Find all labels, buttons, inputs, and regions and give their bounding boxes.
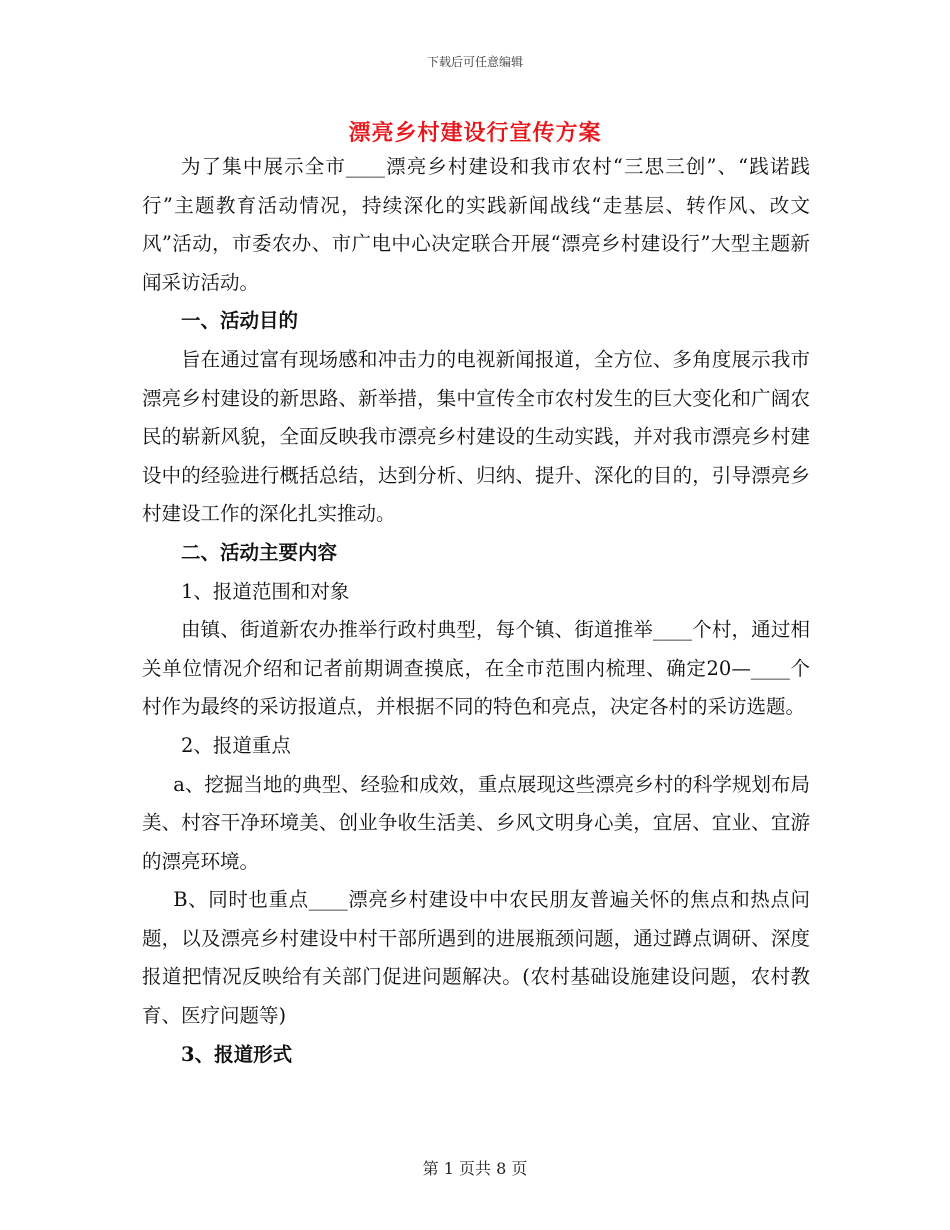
document-body [142,148,810,1074]
page-footer: 第 1 页共 8 页 [422,1159,528,1178]
page-header: 下载后可任意编辑 [426,55,523,69]
focus-paragraph-a: a、挖掘当地的典型、经验和成效，重点展现这些漂亮乡村的科学规划布局美、村容干净环境美、创业争收生活美、乡风文明身心美，宜居、宜业、宜游的漂亮环境。 [142,772,810,873]
scope-paragraph: 由镇、街道新农办推举行政村典型，每个镇、街道推举____个村，通过相关单位情况介绍和记者前期调查摸底，在全市范围内梳理、确定20—____个村作为最终的采访报道点，并根据不同的特色和亮点，决定各村的采访选题。 [142,618,810,719]
focus-paragraph-b: B、同时也重点____漂亮乡村建设中中农民朋友普遍关怀的焦点和热点问题，以及漂亮乡村建设中村干部所遇到的进展瓶颈问题，通过蹲点调研、深度报道把情况反映给有关部门促进问题解决。(农村基础设施建设问题，农村教育、医疗问题等) [142,888,810,1028]
document-title: 漂亮乡村建设行宣传方案 [348,120,602,146]
intro-paragraph: 为了集中展示全市____漂亮乡村建设和我市农村“三思三创”、“践诺践行”主题教育活动情况，持续深化的实践新闻战线“走基层、转作风、改文风”活动，市委农办、市广电中心决定联合开展“漂亮乡村建设行”大型主题新闻采访活动。 [142,155,810,294]
subheading-format: 3、报道形式 [181,1042,293,1066]
section-heading-content: 二、活动主要内容 [181,540,338,564]
purpose-paragraph: 旨在通过富有现场感和冲击力的电视新闻报道，全方位、多角度展示我市漂亮乡村建设的新思路、新举措，集中宣传全市农村发生的巨大变化和广阔农民的崭新风貌，全面反映我市漂亮乡村建设的生动实践，并对我市漂亮乡村建设中的经验进行概括总结，达到分析、归纳、提升、深化的目的，引导漂亮乡村建设工作的深化扎实推动。 [142,347,810,526]
subheading-scope: 1、报道范围和对象 [181,579,350,603]
subheading-focus: 2、报道重点 [181,733,291,757]
section-heading-purpose: 一、活动目的 [181,309,299,333]
